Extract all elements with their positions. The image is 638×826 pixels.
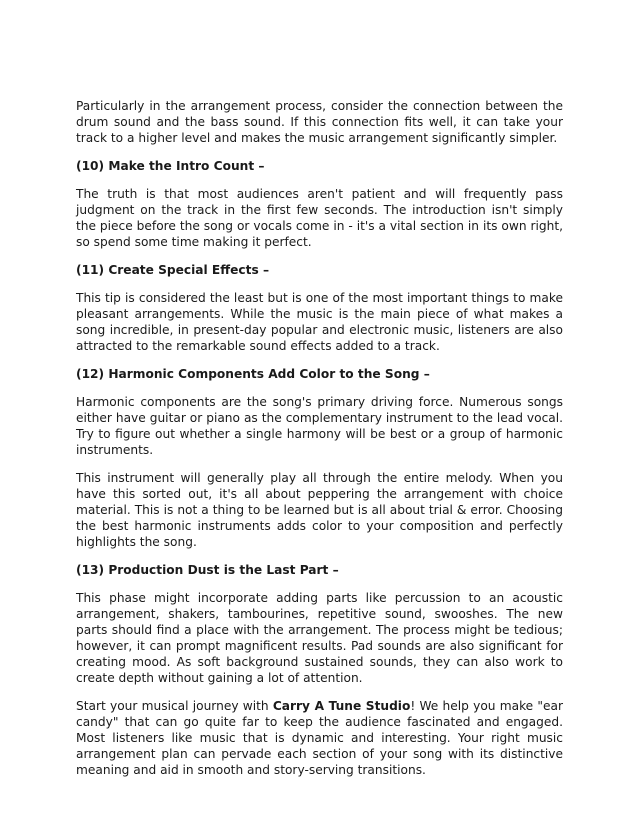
paragraph-drum-bass: Particularly in the arrangement process, consider the connection between the drum sound and the bass sound. If this connection fits well, it can take your track to a higher level and makes the music arrangement significantly simpler.: [76, 99, 563, 145]
heading-harmonic-components: (12) Harmonic Components Add Color to the Song –: [76, 367, 430, 381]
heading-intro-count: (10) Make the Intro Count –: [76, 159, 265, 173]
paragraph-production-dust: This phase might incorporate adding parts like percussion to an acoustic arrangement, shakers, tambourines, repetitive sound, swooshes. The new parts should find a place with the arrangement. The process might be tedious; however, it can prompt magnificent results. Pad sounds are also significant for creating mood. As soft background sustained sounds, they can also work to create depth without gaining a lot of attention.: [76, 591, 563, 685]
cta-text-start: Start your musical journey with: [76, 699, 273, 713]
paragraph-harmonic-1: Harmonic components are the song's primary driving force. Numerous songs either have guitar or piano as the complementary instrument to the lead vocal. Try to figure out whether a single harmony will be best or a group of harmonic instruments.: [76, 395, 563, 457]
paragraph-special-effects: This tip is considered the least but is one of the most important things to make pleasant arrangements. While the music is the main piece of what makes a song incredible, in present-day popular and electronic music, listeners are also attracted to the remarkable sound effects added to a track.: [76, 291, 563, 353]
paragraph-call-to-action: [76, 698, 563, 778]
cta-text-end: ! We help you make "ear candy" that can go quite far to keep the audience fascinated and engaged. Most listeners like music that is dynamic and interesting. Your right music arrangement plan can pervade each section of your song with its distinctive meaning and aid in smooth and story-serving transitions.: [76, 699, 563, 777]
heading-production-dust: (13) Production Dust is the Last Part –: [76, 563, 339, 577]
paragraph-harmonic-2: This instrument will generally play all through the entire melody. When you have this sorted out, it's all about peppering the arrangement with choice material. This is not a thing to be learned but is all about trial & error. Choosing the best harmonic instruments adds color to your composition and perfectly highlights the song.: [76, 471, 563, 549]
document-page: [76, 98, 563, 790]
studio-name: Carry A Tune Studio: [272, 699, 411, 713]
paragraph-intro: The truth is that most audiences aren't patient and will frequently pass judgment on the track in the first few seconds. The introduction isn't simply the piece before the song or vocals come in - it's a vital section in its own right, so spend some time making it perfect.: [76, 187, 563, 249]
heading-special-effects: (11) Create Special Effects –: [76, 263, 270, 277]
